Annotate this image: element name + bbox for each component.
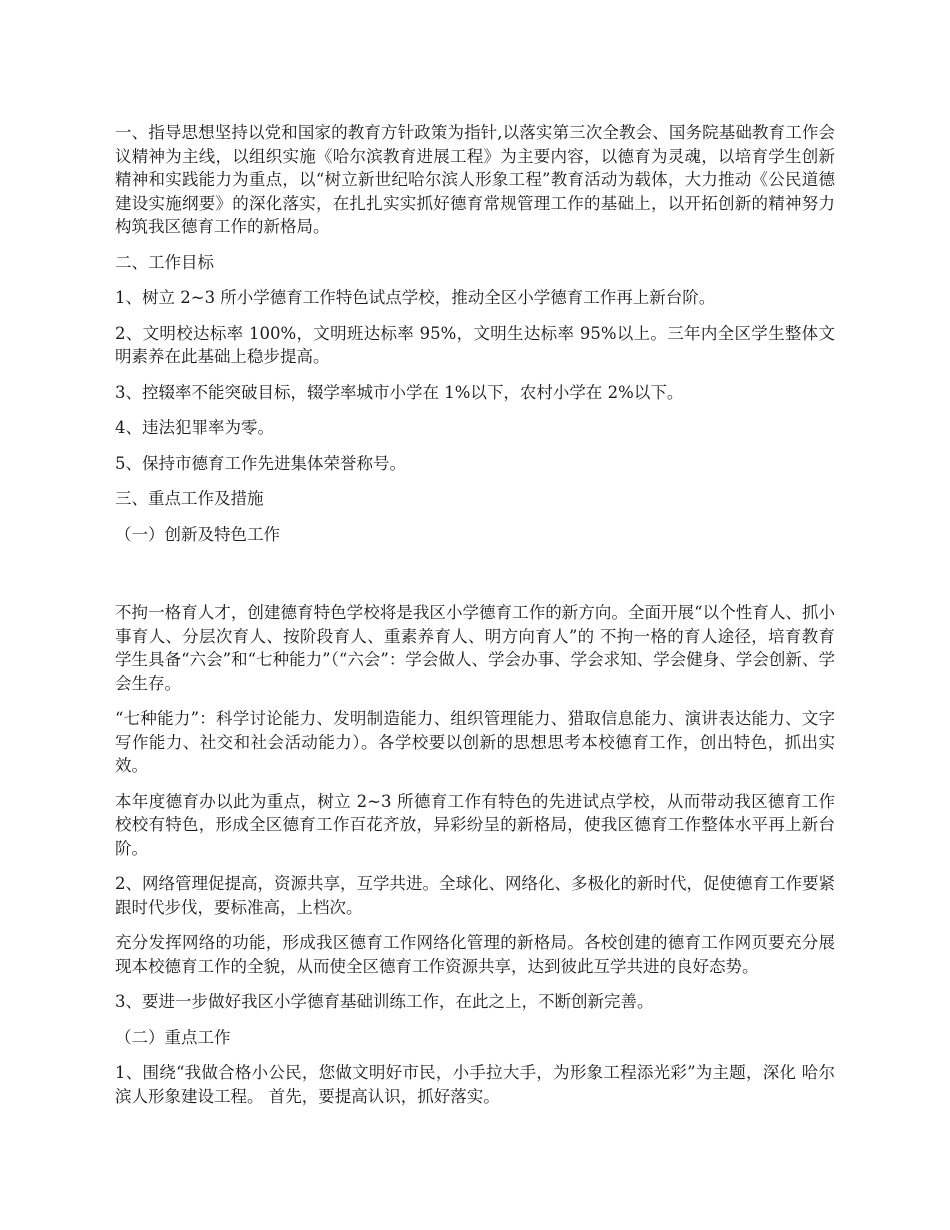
goal-item-1: 1、树立 2~3 所小学德育工作特色试点学校，推动全区小学德育工作再上新台阶。 [115, 288, 716, 307]
paragraph-citizen-theme: 1、围绕“我做合格小公民，您做文明好市民，小手拉大手，为形象工程添光彩”为主题，深化 哈尔滨人形象建设工程。 首先，要提高认识，抓好落实。 [115, 1063, 835, 1106]
goal-item-5: 5、保持市德育工作先进集体荣誉称号。 [115, 453, 406, 473]
heading-key-work-measures: 三、重点工作及措施 [115, 489, 264, 508]
goal-item-2: 2、文明校达标率 100%，文明班达标率 95%，文明生达标率 95%以上。三年内全区学生整体文明素养在此基础上稳步提高。 [115, 323, 835, 366]
paragraph-network-function: 充分发挥网络的功能，形成我区德育工作网络化管理的新格局。各校创建的德育工作网页要充分展现本校德育工作的全貌，从而使全区德育工作资源共享，达到彼此互学共进的良好态势。 [115, 933, 835, 976]
paragraph-special-schools: 不拘一格育人才，创建德育特色学校将是我区小学德育工作的新方向。全面开展“以个性育人、抓小事育人、分层次育人、按阶段育人、重素养育人、明方向育人”的 不拘一格的育人途径，培育教育学生具备“六会”和“七种能力”（“六会”：学会做人、学会办事、学会求知、学会健身、学会创新、学会生存。 [115, 603, 835, 693]
paragraph-network-management: 2、网络管理促提高，资源共享，互学共进。全球化、网络化、多极化的新时代，促使德育工作要紧跟时代步伐，要标准高，上档次。 [115, 874, 835, 917]
paragraph-annual-focus: 本年度德育办以此为重点，树立 2~3 所德育工作有特色的先进试点学校，从而带动我区德育工作校校有特色，形成全区德育工作百花齐放，异彩纷呈的新格局，使我区德育工作整体水平再上新台阶。 [115, 791, 835, 858]
paragraph-guiding-thought: 一、指导思想坚持以党和国家的教育方针政策为指针,以落实第三次全教会、国务院基础教育工作会议精神为主线，以组织实施《哈尔滨教育进展工程》为主要内容，以德育为灵魂，以培育学生创新精神和实践能力为重点，以“树立新世纪哈尔滨人形象工程”教育活动为载体，大力推动《公民道德建设实施纲要》的深化落实，在扎扎实实抓好德育常规管理工作的基础上，以开拓创新的精神努力构筑我区德育工作的新格局。 [115, 123, 835, 236]
paragraph-seven-abilities: “七种能力”：科学讨论能力、发明制造能力、组织管理能力、猎取信息能力、演讲表达能力、文字写作能力、社交和社会活动能力）。各学校要以创新的思想思考本校德育工作，创出特色，抓出实效。 [115, 709, 835, 775]
paragraph-basic-training: 3、要进一步做好我区小学德育基础训练工作，在此之上，不断创新完善。 [115, 992, 654, 1011]
subheading-key-work: （二）重点工作 [115, 1027, 231, 1047]
heading-work-goals: 二、工作目标 [115, 252, 214, 272]
goal-item-3: 3、控辍率不能突破目标，辍学率城市小学在 1%以下，农村小学在 2%以下。 [115, 382, 684, 402]
goal-item-4: 4、违法犯罪率为零。 [115, 418, 274, 437]
subheading-innovation-features: （一）创新及特色工作 [115, 524, 280, 544]
